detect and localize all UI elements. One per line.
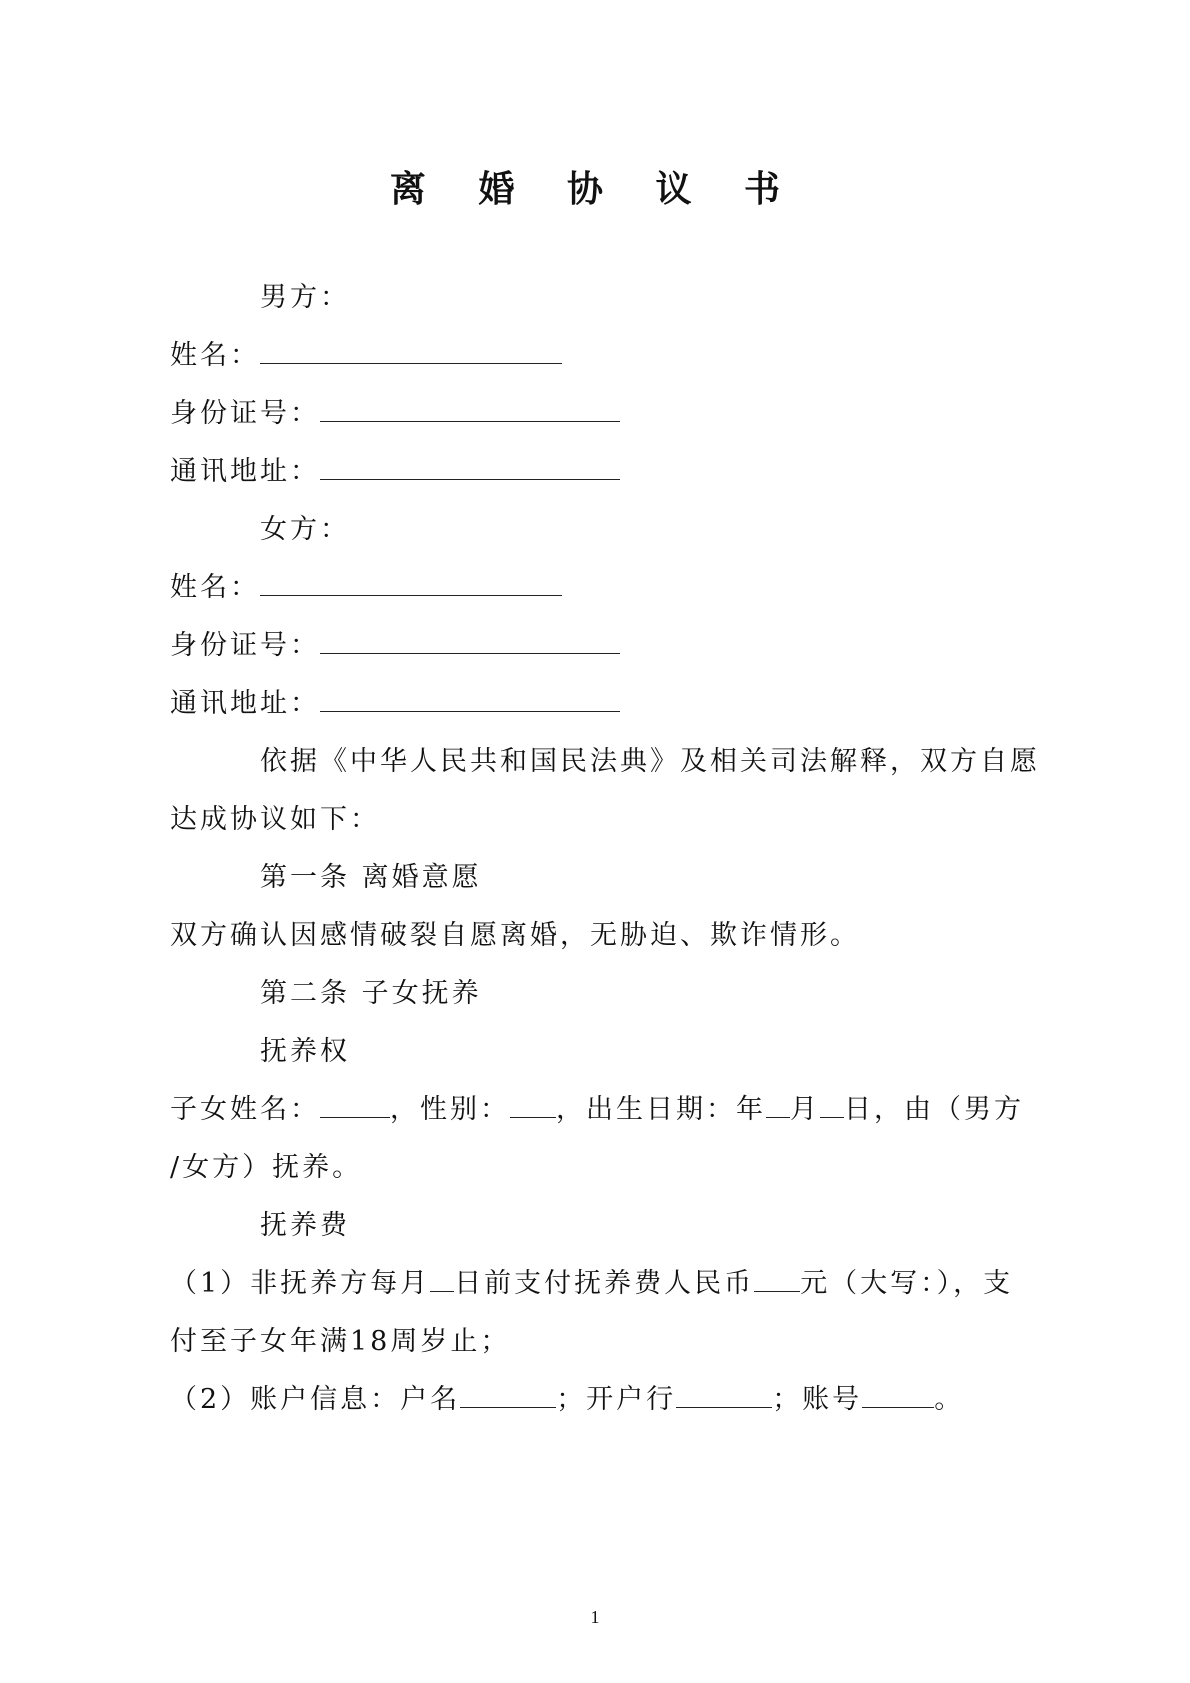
male-id-blank [320,397,620,422]
support-item-1 [170,1266,1013,1302]
female-address-blank [320,687,620,712]
female-name-row [170,570,562,606]
support-1-part-b: 日前支付抚养费人民币 [454,1268,755,1299]
female-id-row [170,628,620,664]
article-1-text: 双方确认因感情破裂自愿离婚，无胁迫、欺诈情形。 [170,920,860,951]
support-1-part-c: 元（大写：），支 [800,1268,1014,1299]
support-heading: 抚养费 [260,1210,350,1241]
male-id-row [170,396,620,432]
support-2-part-b: ；开户行 [556,1384,677,1415]
article-1-title: 第一条 离婚意愿 [260,862,482,893]
male-address-label: 通讯地址： [170,456,320,487]
article-2-title: 第二条 子女抚养 [260,978,482,1009]
birth-day-blank [820,1093,844,1118]
male-address-row [170,454,620,490]
custody-heading: 抚养权 [260,1036,350,1067]
birth-month-blank [766,1093,790,1118]
female-id-label: 身份证号： [170,630,320,661]
support-day-blank [430,1267,454,1292]
male-heading: 男方： [260,282,350,313]
account-number-blank [862,1383,934,1408]
female-heading: 女方： [260,514,350,545]
support-item-1-line-2: 付至子女年满18周岁止； [170,1326,511,1357]
gender-label: ，性别： [390,1094,510,1125]
bank-blank [676,1383,772,1408]
male-address-blank [320,455,620,480]
male-name-label: 姓名： [170,340,260,371]
child-info-row [170,1092,1024,1128]
custody-line-2: /女方）抚养。 [170,1152,363,1183]
support-2-part-a: （2）账户信息：户名 [170,1384,461,1415]
female-address-row [170,686,620,722]
support-2-part-d: 。 [934,1384,965,1415]
support-2-part-c: ；账号 [772,1384,863,1415]
account-name-blank [460,1383,556,1408]
gender-blank [510,1093,556,1118]
male-name-blank [260,339,562,364]
support-1-part-a: （1）非抚养方每月 [170,1268,431,1299]
female-name-blank [260,571,562,596]
day-label: 日，由（男方 [844,1094,1024,1125]
male-id-label: 身份证号： [170,398,320,429]
male-name-row [170,338,562,374]
basis-line-1: 依据《中华人民共和国民法典》及相关司法解释，双方自愿 [260,746,1040,777]
support-amount-blank [754,1267,800,1292]
support-item-2 [170,1382,964,1418]
month-label: 月 [790,1094,820,1125]
female-address-label: 通讯地址： [170,688,320,719]
birth-label: ，出生日期：年 [556,1094,766,1125]
child-name-label: 子女姓名： [170,1094,320,1125]
female-name-label: 姓名： [170,572,260,603]
basis-line-2: 达成协议如下： [170,804,380,835]
female-id-blank [320,629,620,654]
document-title: 离 婚 协 议 书 [389,169,801,210]
child-name-blank [320,1093,390,1118]
page-number: 1 [590,1607,600,1627]
